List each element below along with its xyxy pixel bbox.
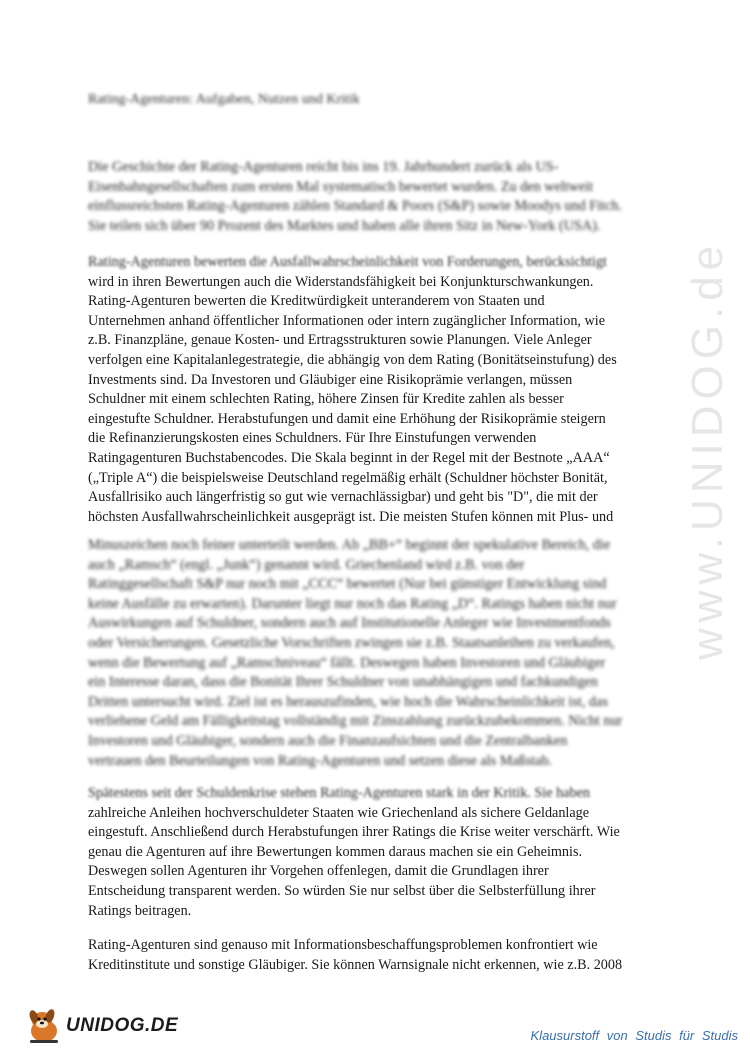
text-line: Rating-Agenturen sind genauso mit Informationsbeschaffungsproblemen konfrontiert wie — [88, 937, 598, 953]
text-line: Eisenbahngesellschaften zum ersten Mal systematisch bewertet wurden. Zu den weltweit — [88, 178, 594, 195]
text-line: keine Ausfälle zu erwarten). Darunter liegt nur noch das Rating „D“. Ratings haben nicht nur — [88, 595, 617, 612]
text-line: Ratings beitragen. — [88, 902, 192, 919]
text-line: oder Versicherungen. Gesetzliche Vorschriften zwingen sie z.B. Staatsanleihen zu verkaufen, — [88, 634, 615, 651]
text-line: auch „Ramsch“ (engl. „Junk“) genannt wird. Griechenland wird z.B. von der — [88, 556, 525, 573]
unidog-logo[interactable] — [24, 1006, 178, 1046]
text-line: einflussreichsten Rating-Agenturen zählen Standard & Poors (S&P) sowie Moodys und Fitch. — [88, 198, 622, 215]
text-line: („Triple A“) die beispielsweise Deutschland regelmäßig erhält (Schuldner höchster Bonität, — [88, 469, 608, 486]
text-line: Minuszeichen noch feiner unterteilt werden. Ab „BB+“ beginnt der spekulative Bereich, die — [88, 537, 611, 553]
text-line: verfolgen eine Kapitalanlegestrategie, die abhängig von dem Rating (Bonitätseinstufung) des — [88, 351, 617, 368]
text-line: höchsten Ausfallwahrscheinlichkeit ausgeprägt ist. Die meisten Stufen können mit Plus- und — [88, 508, 614, 525]
text-line: Ratingagenturen Buchstabencodes. Die Skala beginnt in der Regel mit der Bestnote „AAA“ — [88, 449, 610, 466]
document-title: Rating-Agenturen: Aufgaben, Nutzen und Kritik — [88, 92, 360, 107]
text-line: Ratinggesellschaft S&P nur noch mit „CCC“ bewertet (Nur bei günstiger Entwicklung sind — [88, 576, 607, 593]
text-line: z.B. Finanzpläne, genaue Kosten- und Ertragsstrukturen sowie Planungen. Viele Anleger — [88, 332, 592, 349]
text-line: Die Geschichte der Rating-Agenturen reicht bis ins 19. Jahrhundert zurück als US- — [88, 159, 559, 175]
text-line: eingestufte Schuldner. Herabstufungen und damit eine Erhöhung der Risikoprämie steigern — [88, 410, 606, 427]
text-line: zahlreiche Anleihen hochverschuldeter Staaten wie Griechenland als sichere Geldanlage — [88, 804, 590, 821]
body-paragraph-5 — [88, 936, 663, 975]
text-line: wird in ihren Bewertungen auch die Widerstandsfähigkeit bei Konjunkturschwankungen. — [88, 273, 594, 290]
text-line: Kreditinstitute und sonstige Gläubiger. Sie können Warnsignale nicht erkennen, wie z.B. 2008 — [88, 956, 623, 973]
text-line: Entscheidung transparent werden. So würden Sie nur selbst über die Selbsterfüllung ihrer — [88, 882, 596, 899]
text-line: Deswegen sollen Agenturen ihr Vorgehen offenlegen, damit die Grundlagen ihrer — [88, 863, 549, 880]
dog-mascot-icon — [24, 1007, 64, 1045]
text-line: Dritten untersucht wird. Ziel ist es herauszufinden, wie hoch die Wahrscheinlichkeit ist, das — [88, 693, 608, 710]
text-line: die Refinanzierungskosten eines Schuldners. Für Ihre Einstufungen verwenden — [88, 430, 537, 447]
text-line: Unternehmen anhand öffentlicher Informationen oder intern zugänglicher Information, wie — [88, 312, 605, 329]
text-line: Investoren und Gläubiger, sondern auch die Finanzaufsichten und die Zentralbanken — [88, 732, 568, 749]
text-line-partially-blurred: Spätestens seit der Schuldenkrise stehen Rating-Agenturen stark in der Kritik. Sie haben — [88, 785, 590, 801]
logo-text: UNIDOG.DE — [66, 1015, 179, 1036]
text-line: Auswirkungen auf Schuldner, sondern auch auf Institutionelle Anleger wie Investmentfonds — [88, 615, 611, 632]
text-line: verliehene Geld am Fälligkeitstag vollständig mit Zinszahlung zurückzubekommen. Nicht nur — [88, 713, 623, 730]
text-line: Rating-Agenturen bewerten die Kreditwürdigkeit unteranderem von Staaten und — [88, 293, 545, 310]
text-line: Investments sind. Da Investoren und Gläubiger eine Risikoprämie verlangen, müssen — [88, 371, 573, 388]
watermark: www.UNIDOG.de — [683, 239, 732, 661]
footer-tagline: Klausurstoff von Studis für Studis — [530, 1028, 738, 1043]
text-line: ein Interesse daran, dass die Bonität Ihrer Schuldner von unabhängigen und fachkundigen — [88, 674, 598, 691]
blurred-paragraph-3 — [88, 536, 663, 771]
text-line: Schuldner mit einem schlechten Rating, höhere Zinsen für Kredite zahlen als besser — [88, 391, 564, 408]
text-line: Sie teilen sich über 90 Prozent des Marktes und haben alle ihren Sitz in New-York (USA). — [88, 217, 601, 234]
body-paragraph-4 — [88, 784, 663, 921]
intro-paragraph — [88, 158, 663, 236]
text-line-partially-blurred: Rating-Agenturen bewerten die Ausfallwahrscheinlichkeit von Forderungen, berücksichtigt — [88, 254, 607, 270]
text-line: Ausfallrisiko auch längerfristig so gut wie vernachlässigbar) und geht bis "D", die mit der — [88, 489, 598, 506]
text-line: vertrauen den Beurteilungen von Rating-Agenturen und setzen diese als Maßstab. — [88, 752, 553, 769]
text-line: eingestuft. Anschließend durch Herabstufungen ihrer Ratings die Krise weiter verschärft. Wie — [88, 824, 620, 841]
text-line: genau die Agenturen auf ihre Bewertungen kommen daraus machen sie ein Geheimnis. — [88, 843, 583, 860]
text-line: wenn die Bewertung auf „Ramschniveau“ fällt. Deswegen haben Investoren und Gläubiger — [88, 654, 606, 671]
body-paragraph-2 — [88, 253, 663, 527]
